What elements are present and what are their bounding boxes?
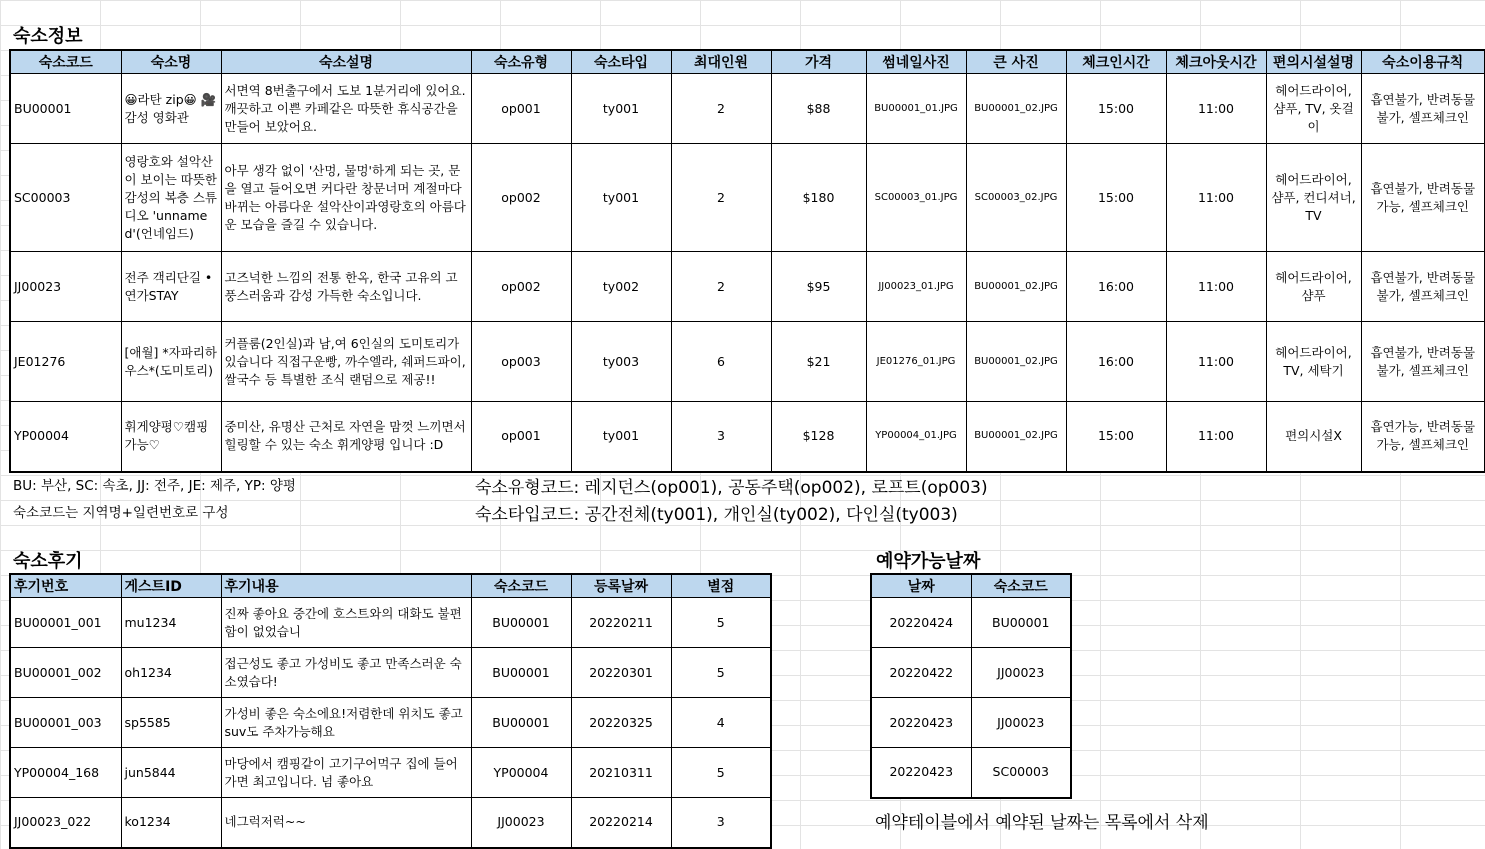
reviews-cell[interactable]: YP00004_168	[10, 748, 121, 798]
availability-cell[interactable]: 20220422	[871, 648, 971, 698]
availability-table	[870, 573, 1072, 799]
reviews-row	[10, 748, 771, 798]
lodging-cell[interactable]: ty001	[571, 144, 671, 252]
lodging-cell[interactable]: 11:00	[1166, 74, 1266, 144]
lodging-header-2: 숙소설명	[221, 50, 471, 74]
lodging-cell[interactable]: SC00003_02.JPG	[966, 144, 1066, 252]
reviews-cell[interactable]: BU00001	[471, 598, 571, 648]
lodging-section-title: 숙소정보	[13, 26, 83, 47]
lodging-cell[interactable]: op002	[471, 252, 571, 322]
lodging-header-1: 숙소명	[121, 50, 221, 74]
lodging-cell[interactable]: $21	[771, 322, 866, 402]
availability-cell[interactable]: BU00001	[971, 598, 1071, 648]
reviews-cell[interactable]: sp5585	[121, 698, 221, 748]
reviews-header-5: 별점	[671, 574, 771, 598]
reviews-header-1: 게스트ID	[121, 574, 221, 598]
reviews-cell[interactable]: 네그럭저럭~~	[221, 798, 471, 848]
lodging-cell[interactable]: 흡연가능, 반려동물가능, 셀프체크인	[1361, 402, 1485, 472]
lodging-cell[interactable]: JE01276	[10, 322, 121, 402]
lodging-cell[interactable]: 흡연불가, 반려동물불가, 셀프체크인	[1361, 252, 1485, 322]
availability-row	[871, 648, 1071, 698]
availability-header-row	[871, 574, 1071, 598]
lodging-cell[interactable]: $128	[771, 402, 866, 472]
reviews-cell[interactable]: 20220325	[571, 698, 671, 748]
reviews-cell[interactable]: 접근성도 좋고 가성비도 좋고 만족스러운 숙소였습다!	[221, 648, 471, 698]
lodging-header-4: 숙소타입	[571, 50, 671, 74]
lodging-row	[10, 252, 1485, 322]
lodging-cell[interactable]: ty003	[571, 322, 671, 402]
lodging-header-11: 편의시설설명	[1266, 50, 1361, 74]
reviews-cell[interactable]: jun5844	[121, 748, 221, 798]
lodging-cell[interactable]: 11:00	[1166, 144, 1266, 252]
region-code-note: BU: 부산, SC: 속초, JJ: 전주, JE: 제주, YP: 양평	[13, 478, 296, 494]
reviews-cell[interactable]: JJ00023_022	[10, 798, 121, 848]
reviews-header-2: 후기내용	[221, 574, 471, 598]
reviews-cell[interactable]: BU00001	[471, 698, 571, 748]
lodging-cell[interactable]: BU00001_01.JPG	[866, 74, 966, 144]
lodging-row	[10, 322, 1485, 402]
lodging-cell[interactable]: 고즈넉한 느낌의 전통 한옥, 한국 고유의 고풍스러움과 감성 가득한 숙소입니다.	[221, 252, 471, 322]
lodging-cell[interactable]: 15:00	[1066, 144, 1166, 252]
lodging-cell[interactable]: 헤어드라이어, 샴푸, TV, 옷걸이	[1266, 74, 1361, 144]
reviews-row	[10, 598, 771, 648]
reviews-header-3: 숙소코드	[471, 574, 571, 598]
lodging-cell[interactable]: 영랑호와 설악산이 보이는 따뜻한 감성의 복층 스튜디오 'unnamed'(언네임드)	[121, 144, 221, 252]
reviews-row	[10, 698, 771, 748]
lodging-cell[interactable]: op001	[471, 74, 571, 144]
lodging-cell[interactable]: BU00001	[10, 74, 121, 144]
lodging-cell[interactable]: 커플룸(2인실)과 남,여 6인실의 도미토리가 있습니다 직접구운빵, 까수엘라, 쉐퍼드파이, 쌀국수 등 특별한 조식 랜덤으로 제공!!	[221, 322, 471, 402]
lodging-table	[9, 49, 1485, 473]
lodging-cell[interactable]: 😀라탄 zip😀 🎥감성 영화관	[121, 74, 221, 144]
type-code-note: 숙소유형코드: 레지던스(op001), 공동주택(op002), 로프트(op003)	[475, 478, 988, 498]
lodging-cell[interactable]: 아무 생각 없이 '산멍, 물멍'하게 되는 곳, 문을 열고 들어오면 커다란 창문너머 계절마다 바뀌는 아름다운 설악산이과영랑호의 아름다운 모습을 즐길 수 있습니다.	[221, 144, 471, 252]
reviews-cell[interactable]: 5	[671, 598, 771, 648]
availability-header-1: 숙소코드	[971, 574, 1071, 598]
availability-cell[interactable]: JJ00023	[971, 648, 1071, 698]
lodging-cell[interactable]: SC00003_01.JPG	[866, 144, 966, 252]
lodging-header-6: 가격	[771, 50, 866, 74]
availability-cell[interactable]: 20220423	[871, 748, 971, 798]
lodging-cell[interactable]: BU00001_02.JPG	[966, 322, 1066, 402]
lodging-cell[interactable]: JJ00023	[10, 252, 121, 322]
reviews-section-title: 숙소후기	[13, 551, 83, 572]
lodging-cell[interactable]: 헤어드라이어, 샴푸	[1266, 252, 1361, 322]
reviews-cell[interactable]: 마당에서 캠핑같이 고기구어먹구 집에 들어가면 최고입니다. 넘 좋아요	[221, 748, 471, 798]
lodging-cell[interactable]: ty001	[571, 74, 671, 144]
lodging-header-9: 체크인시간	[1066, 50, 1166, 74]
lodging-cell[interactable]: JJ00023_01.JPG	[866, 252, 966, 322]
lodging-cell[interactable]: 6	[671, 322, 771, 402]
lodging-cell[interactable]: 헤어드라이어, 샴푸, 컨디셔너, TV	[1266, 144, 1361, 252]
lodging-header-row	[10, 50, 1485, 74]
lodging-header-7: 썸네일사진	[866, 50, 966, 74]
availability-row	[871, 748, 1071, 798]
reviews-cell[interactable]: BU00001_003	[10, 698, 121, 748]
lodging-cell[interactable]: 15:00	[1066, 74, 1166, 144]
reviews-cell[interactable]: BU00001_002	[10, 648, 121, 698]
reviews-header-0: 후기번호	[10, 574, 121, 598]
lodging-cell[interactable]: 중미산, 유명산 근처로 자연을 맘껏 느끼면서 힐링할 수 있는 숙소 휘게양평 입니다 :D	[221, 402, 471, 472]
reviews-cell[interactable]: JJ00023	[471, 798, 571, 848]
reviews-cell[interactable]: 진짜 좋아요 중간에 호스트와의 대화도 불편함이 없었습니	[221, 598, 471, 648]
lodging-cell[interactable]: $95	[771, 252, 866, 322]
lodging-cell[interactable]: 2	[671, 74, 771, 144]
lodging-cell[interactable]: 서면역 8번출구에서 도보 1분거리에 있어요.깨끗하고 이쁜 카페같은 따뜻한 휴식공간을 만들어 보았어요.	[221, 74, 471, 144]
reviews-row	[10, 648, 771, 698]
lodging-cell[interactable]: op002	[471, 144, 571, 252]
availability-cell[interactable]: JJ00023	[971, 698, 1071, 748]
availability-header-0: 날짜	[871, 574, 971, 598]
lodging-cell[interactable]: [애월] *자파리하우스*(도미토리)	[121, 322, 221, 402]
lodging-cell[interactable]: 11:00	[1166, 402, 1266, 472]
lodging-cell[interactable]: 흡연불가, 반려동물불가, 셀프체크인	[1361, 322, 1485, 402]
availability-note: 예약테이블에서 예약된 날짜는 목록에서 삭제	[875, 813, 1209, 833]
lodging-cell[interactable]: 휘게양평♡캠핑가능♡	[121, 402, 221, 472]
lodging-header-10: 체크아웃시간	[1166, 50, 1266, 74]
reviews-cell[interactable]: 5	[671, 648, 771, 698]
lodging-cell[interactable]: 2	[671, 144, 771, 252]
reviews-cell[interactable]: mu1234	[121, 598, 221, 648]
reviews-cell[interactable]: oh1234	[121, 648, 221, 698]
reviews-header-4: 등록날짜	[571, 574, 671, 598]
lodging-row	[10, 144, 1485, 252]
lodging-row	[10, 402, 1485, 472]
availability-section-title: 예약가능날짜	[876, 551, 981, 572]
lodging-header-8: 큰 사진	[966, 50, 1066, 74]
reviews-cell[interactable]: ko1234	[121, 798, 221, 848]
lodging-cell[interactable]: 15:00	[1066, 402, 1166, 472]
lodging-cell[interactable]: ty002	[571, 252, 671, 322]
lodging-cell[interactable]: 16:00	[1066, 322, 1166, 402]
lodging-cell[interactable]: ty001	[571, 402, 671, 472]
lodging-cell[interactable]: YP00004_01.JPG	[866, 402, 966, 472]
lodging-cell[interactable]: $88	[771, 74, 866, 144]
lodging-cell[interactable]: JE01276_01.JPG	[866, 322, 966, 402]
reviews-cell[interactable]: 20220211	[571, 598, 671, 648]
availability-cell[interactable]: 20220424	[871, 598, 971, 648]
reviews-header-row	[10, 574, 771, 598]
reviews-cell[interactable]: BU00001_001	[10, 598, 121, 648]
lodging-cell[interactable]: 11:00	[1166, 252, 1266, 322]
reviews-cell[interactable]: 3	[671, 798, 771, 848]
lodging-header-3: 숙소유형	[471, 50, 571, 74]
code-rule-note: 숙소코드는 지역명+일련번호로 구성	[13, 505, 229, 521]
lodging-row	[10, 74, 1485, 144]
lodging-cell[interactable]: 전주 객리단길 • 연가STAY	[121, 252, 221, 322]
lodging-cell[interactable]: YP00004	[10, 402, 121, 472]
lodging-cell[interactable]: 편의시설X	[1266, 402, 1361, 472]
reviews-cell[interactable]: YP00004	[471, 748, 571, 798]
availability-row	[871, 698, 1071, 748]
reviews-cell[interactable]: 20220301	[571, 648, 671, 698]
availability-row	[871, 598, 1071, 648]
reviews-table	[9, 573, 772, 849]
lodging-cell[interactable]: 3	[671, 402, 771, 472]
reviews-cell[interactable]: 5	[671, 748, 771, 798]
lodging-cell[interactable]: op003	[471, 322, 571, 402]
lodging-cell[interactable]: op001	[471, 402, 571, 472]
lodging-cell[interactable]: 16:00	[1066, 252, 1166, 322]
lodging-header-5: 최대인원	[671, 50, 771, 74]
availability-cell[interactable]: 20220423	[871, 698, 971, 748]
reviews-cell[interactable]: 20220214	[571, 798, 671, 848]
lodging-cell[interactable]: 11:00	[1166, 322, 1266, 402]
reviews-cell[interactable]: 가성비 좋은 숙소에요!저렴한데 위치도 좋고 suv도 주차가능해요	[221, 698, 471, 748]
lodging-cell[interactable]: 헤어드라이어, TV, 세탁기	[1266, 322, 1361, 402]
lodging-header-0: 숙소코드	[10, 50, 121, 74]
lodging-cell[interactable]: BU00001_02.JPG	[966, 252, 1066, 322]
lodging-cell[interactable]: BU00001_02.JPG	[966, 74, 1066, 144]
reviews-row	[10, 798, 771, 848]
lodging-cell[interactable]: $180	[771, 144, 866, 252]
lodging-cell[interactable]: BU00001_02.JPG	[966, 402, 1066, 472]
kind-code-note: 숙소타입코드: 공간전체(ty001), 개인실(ty002), 다인실(ty003)	[475, 505, 958, 525]
reviews-cell[interactable]: 20210311	[571, 748, 671, 798]
lodging-cell[interactable]: 흡연불가, 반려동물가능, 셀프체크인	[1361, 144, 1485, 252]
lodging-cell[interactable]: 2	[671, 252, 771, 322]
availability-cell[interactable]: SC00003	[971, 748, 1071, 798]
reviews-cell[interactable]: 4	[671, 698, 771, 748]
lodging-header-12: 숙소이용규칙	[1361, 50, 1485, 74]
lodging-cell[interactable]: SC00003	[10, 144, 121, 252]
lodging-cell[interactable]: 흡연불가, 반려동물불가, 셀프체크인	[1361, 74, 1485, 144]
reviews-cell[interactable]: BU00001	[471, 648, 571, 698]
